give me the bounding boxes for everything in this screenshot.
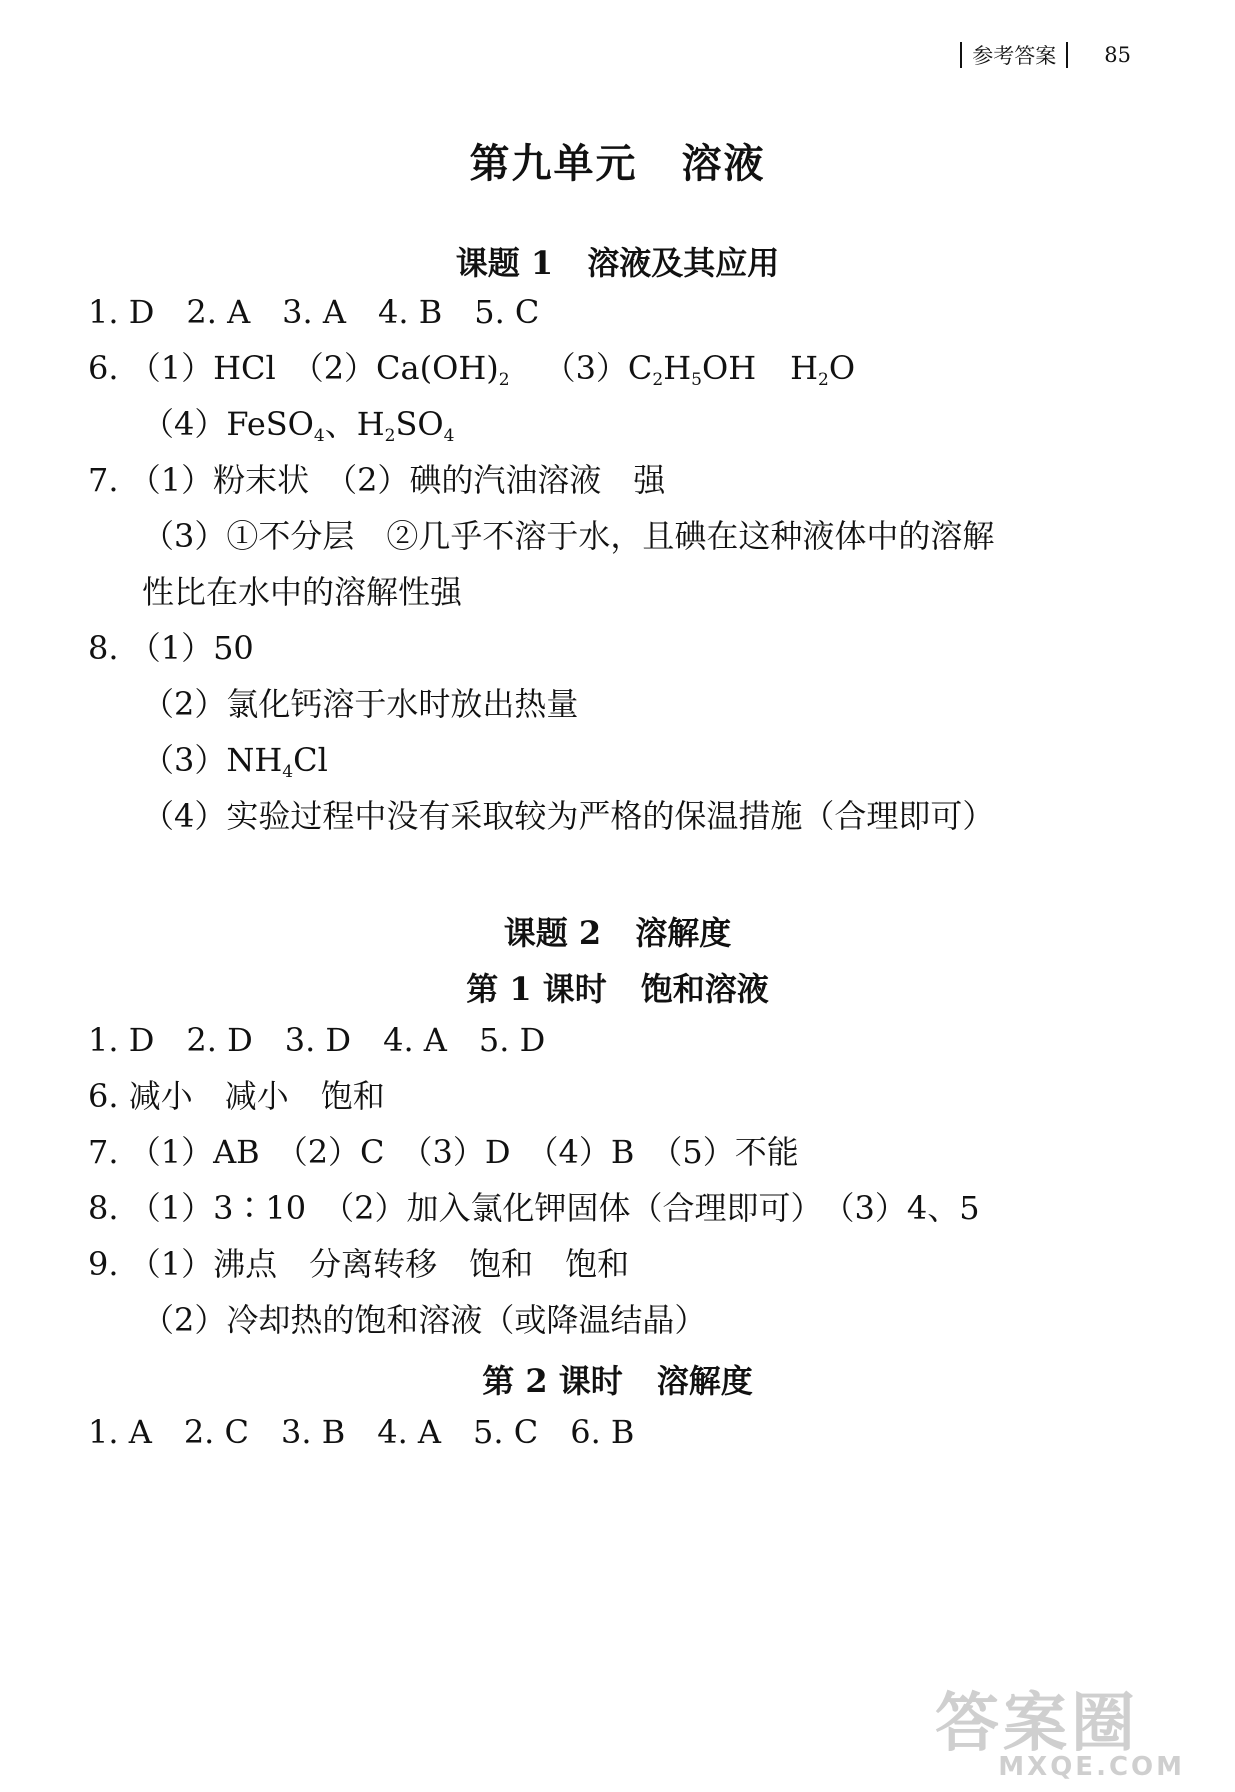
lesson1-answer-9-2: （2）冷却热的饱和溶液（或降温结晶） — [142, 1301, 707, 1339]
topic1-answer-7: 7. （1）粉末状 （2）碘的汽油溶液 强 — [88, 461, 666, 499]
topic2-lesson1-title: 第 1 课时 饱和溶液 — [466, 970, 769, 1008]
watermark-logo — [915, 1672, 1195, 1782]
watermark-url: MXQE.COM — [998, 1752, 1185, 1782]
topic1-answer-6: 6. （1）HCl $(2)Ca(OH)_2$ $(3)C_2H_5OH$ $H_2O$ — [88, 349, 856, 390]
lesson1-answer-7: 7. （1）AB （2）C （3）D （4）B （5）不能 — [88, 1133, 799, 1171]
topic2-lesson2-title: 第 2 课时 溶解度 — [482, 1362, 753, 1400]
page-number: 85 — [1104, 43, 1131, 67]
topic1-answer-8-2: （2）氯化钙溶于水时放出热量 — [142, 685, 579, 723]
topic1-answer-8-4: （4）实验过程中没有采取较为严格的保温措施（合理即可） — [142, 797, 995, 835]
lesson1-answer-9: 9. （1）沸点 分离转移 饱和 饱和 — [88, 1245, 630, 1283]
watermark-text: 答案圈 — [935, 1687, 1139, 1761]
header-divider-right — [1066, 42, 1068, 68]
lesson1-answer-6: 6. 减小 减小 饱和 — [88, 1077, 385, 1115]
topic1-answer-7-3-cont: 性比在水中的溶解性强 — [142, 573, 463, 611]
header-divider-left — [960, 42, 962, 68]
lesson1-answer-1-5: 1. D 2. D 3. D 4. A 5. D — [88, 1021, 546, 1059]
topic2-title — [0, 908, 1235, 954]
topic2-title-name: 溶解度 — [635, 914, 732, 952]
unit-title-topic: 溶液 — [681, 140, 766, 187]
unit-title — [0, 132, 1235, 189]
lesson2-answer-1-6: 1. A 2. C 3. B 4. A 5. C 6. B — [88, 1413, 635, 1451]
topic1-answer-8-3: $(3)NH_4Cl$ — [142, 741, 328, 782]
topic1-answer-8: 8. （1）50 — [88, 629, 254, 667]
topic1-title-number: 课题 1 — [455, 244, 554, 282]
topic1-answer-7-3: （3）①不分层 ②几乎不溶于水，且碘在这种液体中的溶解 — [142, 517, 995, 555]
lesson1-answer-8: 8. （1）3∶10 （2）加入氯化钾固体（合理即可） （3）4、5 — [88, 1189, 980, 1227]
topic1-title — [0, 238, 1235, 284]
header-label: 参考答案 — [972, 44, 1057, 68]
topic1-answer-6-4: （4）FeSO$_4$、$H_2SO_4$ — [142, 405, 455, 446]
topic1-title-name: 溶液及其应用 — [587, 244, 780, 282]
topic2-title-number: 课题 2 — [503, 914, 602, 952]
page-header — [950, 40, 1131, 70]
unit-title-number: 第九单元 — [469, 140, 638, 187]
topic1-answer-1-5: 1. D 2. A 3. A 4. B 5. C — [88, 293, 540, 331]
